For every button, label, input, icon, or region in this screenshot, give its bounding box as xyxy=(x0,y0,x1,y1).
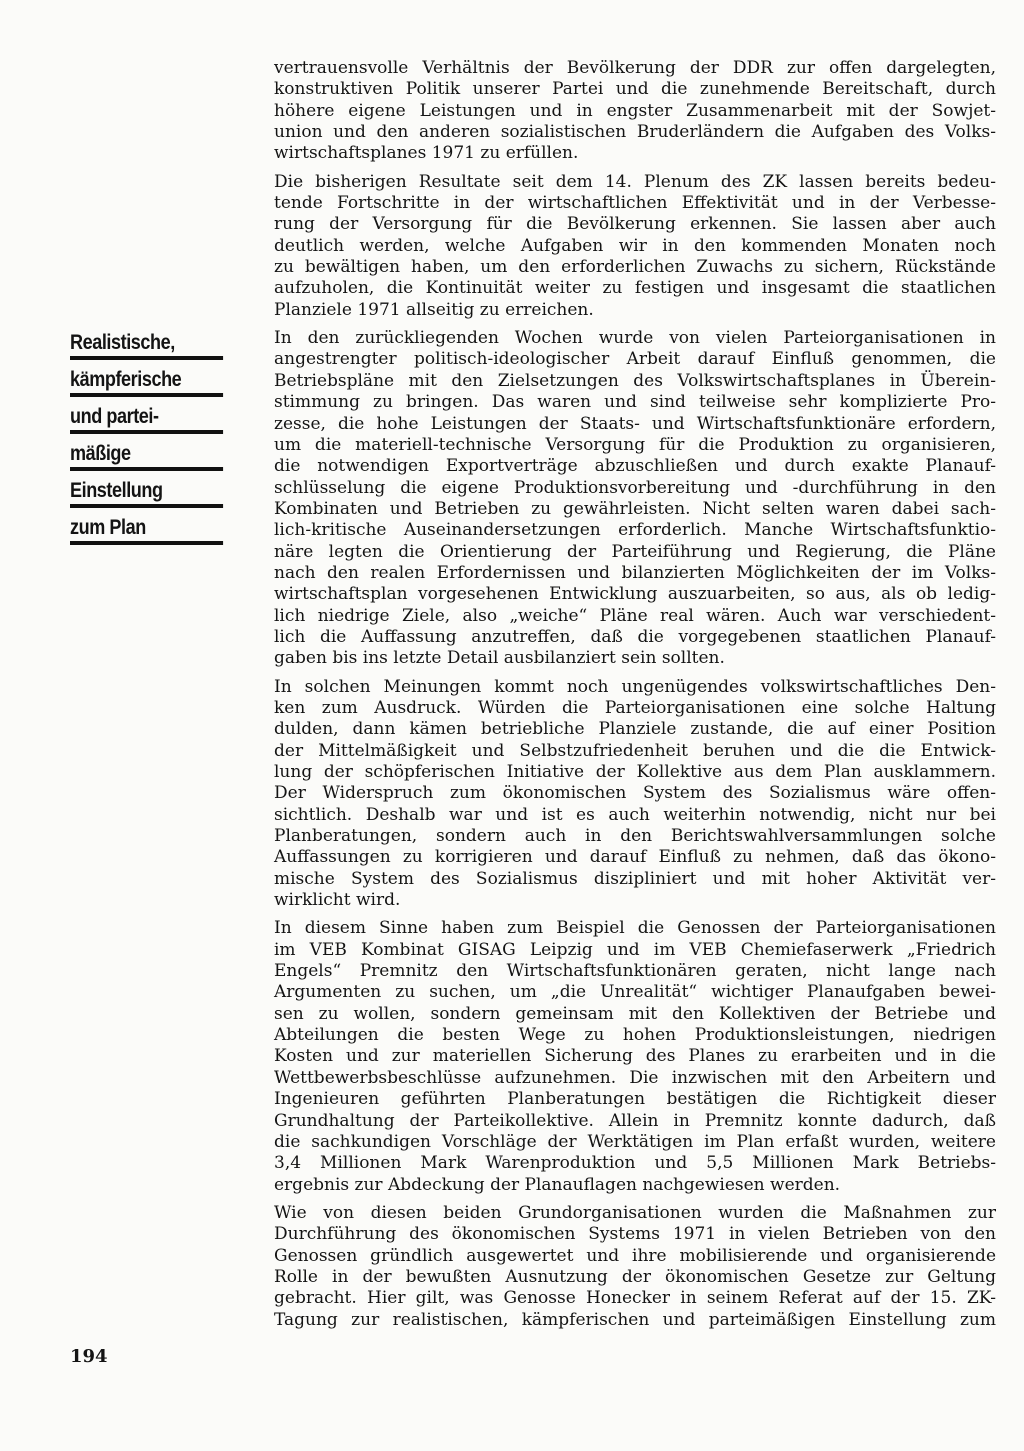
text-line: Abteilungen die besten Wege zu hohen Produktionsleistungen, niedrigen xyxy=(274,1025,996,1046)
paragraph xyxy=(274,172,996,321)
text-line: tende Fortschritte in der wirtschaftlichen Effektivität und in der Verbesse- xyxy=(274,193,996,214)
text-line: sen zu wollen, sondern gemeinsam mit den Kollektiven der Betriebe und xyxy=(274,1003,996,1024)
text-line: In solchen Meinungen kommt noch ungenügendes volkswirtschaftliches Den- xyxy=(274,676,996,697)
text-line: dulden, dann kämen betriebliche Planziele zustande, die auf einer Position xyxy=(274,719,996,740)
text-line: Grundhaltung der Parteikollektive. Allein in Premnitz konnte dadurch, daß xyxy=(274,1110,996,1131)
text-line: wirklicht wird. xyxy=(274,890,401,911)
text-line: Wettbewerbsbeschlüsse aufzunehmen. Die inzwischen mit den Arbeitern und xyxy=(274,1067,996,1088)
sidebar-heading-line: mäßige xyxy=(70,437,223,471)
text-line: wirtschaftsplanes 1971 zu erfüllen. xyxy=(274,143,579,164)
text-line: sichtlich. Deshalb war und ist es auch weiterhin notwendig, nicht nur bei xyxy=(274,804,996,825)
text-line: Planziele 1971 allseitig zu erreichen. xyxy=(274,299,594,320)
sidebar-heading-line: kämpferische xyxy=(70,363,223,397)
text-line: die sachkundigen Vorschläge der Werktätigen im Plan erfaßt wurden, weitere xyxy=(274,1131,996,1152)
text-line: rung der Versorgung für die Bevölkerung erkennen. Sie lassen aber auch xyxy=(274,214,996,235)
text-line: näre legten die Orientierung der Parteiführung und Regierung, die Pläne xyxy=(274,541,996,562)
paragraph xyxy=(274,918,996,1195)
text-line: lich niedrige Ziele, also „weiche“ Pläne real wären. Auch war verschiedent- xyxy=(274,605,996,626)
text-line: Kosten und zur materiellen Sicherung des Planes zu erarbeiten und in die xyxy=(274,1046,996,1067)
text-line: Betriebspläne mit den Zielsetzungen des Volkswirtschaftsplanes in Überein- xyxy=(274,370,996,391)
text-line: zesse, die hohe Leistungen der Staats- und Wirtschaftsfunktionäre erfordern, xyxy=(274,413,996,434)
text-line: Genossen gründlich ausgewertet und ihre mobilisierende und organisierende xyxy=(274,1245,996,1266)
text-line: stimmung zu bringen. Das waren und sind teilweise sehr komplizierte Pro- xyxy=(274,392,996,413)
text-line: Der Widerspruch zum ökonomischen System des Sozialismus wäre offen- xyxy=(274,783,996,804)
text-line: angestrengter politisch-ideologischer Arbeit darauf Einfluß genommen, die xyxy=(274,349,996,370)
text-line: Ingenieuren geführten Planberatungen bestätigen die Richtigkeit dieser xyxy=(274,1089,996,1110)
text-line: ergebnis zur Abdeckung der Planauflagen nachgewiesen werden. xyxy=(274,1174,841,1195)
paragraph xyxy=(274,677,996,912)
paragraph xyxy=(274,328,996,670)
text-line: ken zum Ausdruck. Würden die Parteiorganisationen eine solche Haltung xyxy=(274,697,996,718)
text-line: union und den anderen sozialistischen Bruderländern die Aufgaben des Volks- xyxy=(274,122,996,143)
paragraph xyxy=(274,1203,996,1331)
text-line: Auffassungen zu korrigieren und darauf Einfluß zu nehmen, daß das ökono- xyxy=(274,847,996,868)
text-line: In diesem Sinne haben zum Beispiel die Genossen der Parteiorganisationen xyxy=(274,918,996,939)
text-line: die notwendigen Exportverträge abzuschließen und durch exakte Planauf- xyxy=(274,456,996,477)
sidebar-heading-line: Einstellung xyxy=(70,474,223,508)
text-line: Argumenten zu suchen, um „die Unrealität“ wichtiger Planaufgaben bewei- xyxy=(274,982,996,1003)
text-line: aufzuholen, die Kontinuität weiter zu festigen und insgesamt die staatlichen xyxy=(274,278,996,299)
text-line: gebracht. Hier gilt, was Genosse Honecker in seinem Referat auf der 15. ZK- xyxy=(274,1288,996,1309)
text-line: gaben bis ins letzte Detail ausbilanziert sein sollten. xyxy=(274,648,725,669)
text-line: mische System des Sozialismus diszipliniert und mit hoher Aktivität ver- xyxy=(274,868,996,889)
text-line: Durchführung des ökonomischen Systems 1971 in vielen Betrieben von den xyxy=(274,1224,996,1245)
text-line: Planberatungen, sondern auch in den Berichtswahlversammlungen solche xyxy=(274,826,996,847)
text-line: Wie von diesen beiden Grundorganisationen wurden die Maßnahmen zur xyxy=(274,1202,996,1223)
page-number: 194 xyxy=(70,1346,108,1367)
text-line: konstruktiven Politik unserer Partei und die zunehmende Bereitschaft, durch xyxy=(274,79,996,100)
text-line: In den zurückliegenden Wochen wurde von vielen Parteiorganisationen in xyxy=(274,328,996,349)
text-line: 3,4 Millionen Mark Warenproduktion und 5,5 Millionen Mark Betriebs- xyxy=(274,1153,996,1174)
text-line: lich-kritische Auseinandersetzungen erforderlich. Manche Wirtschaftsfunktio- xyxy=(274,520,996,541)
text-line: Engels“ Premnitz den Wirtschaftsfunktionären geraten, nicht lange nach xyxy=(274,961,996,982)
text-line: Rolle in der bewußten Ausnutzung der ökonomischen Gesetze zur Geltung xyxy=(274,1266,996,1287)
text-line: um die materiell-technische Versorgung für die Produktion zu organisieren, xyxy=(274,434,996,455)
sidebar-heading-line: Realistische, xyxy=(70,326,223,360)
sidebar-heading-line: und partei- xyxy=(70,400,223,434)
text-line: wirtschaftsplan vorgesehenen Entwicklung auszuarbeiten, so aus, als ob ledig- xyxy=(274,584,996,605)
text-line: lich die Auffassung anzutreffen, daß die vorgegebenen staatlichen Planauf- xyxy=(274,626,996,647)
text-line: Kombinaten und Betrieben zu gewährleisten. Nicht selten waren dabei sach- xyxy=(274,498,996,519)
text-line: zu bewältigen haben, um den erforderlichen Zuwachs zu sichern, Rückstände xyxy=(274,257,996,278)
text-line: Tagung zur realistischen, kämpferischen und parteimäßigen Einstellung zum xyxy=(274,1309,996,1330)
text-line: vertrauensvolle Verhältnis der Bevölkerung der DDR zur offen dargelegten, xyxy=(274,58,996,78)
paragraph xyxy=(274,58,996,165)
text-line: schlüsselung die eigene Produktionsvorbereitung und -durchführung in den xyxy=(274,477,996,498)
sidebar-heading-line: zum Plan xyxy=(70,511,223,545)
text-line: nach den realen Erfordernissen und bilanzierten Möglichkeiten der im Volks- xyxy=(274,562,996,583)
sidebar-heading xyxy=(70,326,248,545)
text-line: lung der schöpferischen Initiative der Kollektive aus dem Plan ausklammern. xyxy=(274,762,996,782)
body-text xyxy=(274,58,996,1338)
text-line: im VEB Kombinat GISAG Leipzig und im VEB Chemiefaserwerk „Friedrich xyxy=(274,939,996,960)
text-line: höhere eigene Leistungen und in engster Zusammenarbeit mit der Sowjet- xyxy=(274,100,996,121)
text-line: Die bisherigen Resultate seit dem 14. Plenum des ZK lassen bereits bedeu- xyxy=(274,171,996,192)
text-line: der Mittelmäßigkeit und Selbstzufriedenheit beruhen und die die Entwick- xyxy=(274,740,996,761)
text-line: deutlich werden, welche Aufgaben wir in den kommenden Monaten noch xyxy=(274,235,996,256)
